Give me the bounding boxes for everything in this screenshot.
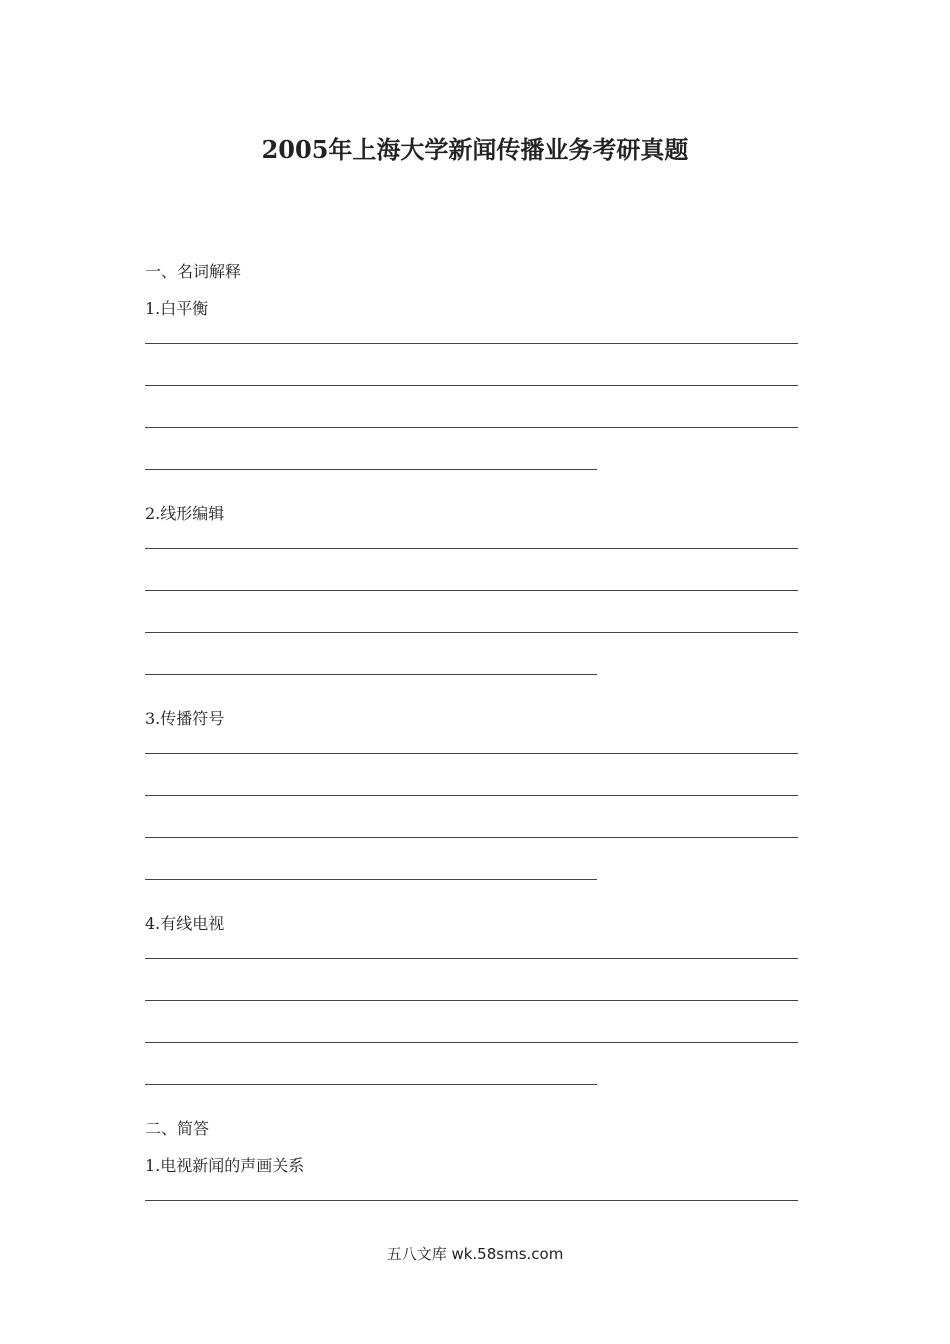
answer-line [145, 427, 798, 428]
section-heading-short-answer: 二、简答 [145, 1119, 210, 1138]
answer-line [145, 385, 798, 386]
answer-line [145, 837, 798, 838]
answer-line [145, 674, 597, 675]
answer-line [145, 548, 798, 549]
question-label: 3.传播符号 [145, 709, 225, 728]
answer-line [145, 1200, 798, 1201]
footer-watermark: 五八文库 wk.58sms.com [386, 1245, 564, 1263]
answer-line [145, 958, 798, 959]
question-label: 2.线形编辑 [145, 504, 225, 523]
document-body [145, 259, 798, 1232]
answer-line [145, 879, 597, 880]
question-white-balance [145, 296, 798, 470]
answer-line [145, 753, 798, 754]
answer-line [145, 1042, 798, 1043]
question-label: 1.白平衡 [145, 299, 209, 318]
answer-line [145, 1000, 798, 1001]
page-title: 2005年上海大学新闻传播业务考研真题 [261, 135, 689, 164]
answer-line [145, 469, 597, 470]
answer-line [145, 795, 798, 796]
question-linear-editing [145, 501, 798, 675]
question-label: 4.有线电视 [145, 914, 225, 933]
answer-line [145, 343, 798, 344]
answer-line [145, 1084, 597, 1085]
answer-line [145, 632, 798, 633]
question-cable-tv [145, 911, 798, 1085]
answer-line [145, 590, 798, 591]
question-communication-symbols [145, 706, 798, 880]
question-label: 1.电视新闻的声画关系 [145, 1156, 305, 1175]
question-sound-picture-relation [145, 1153, 798, 1201]
section-heading-noun-explanation: 一、名词解释 [145, 262, 242, 281]
